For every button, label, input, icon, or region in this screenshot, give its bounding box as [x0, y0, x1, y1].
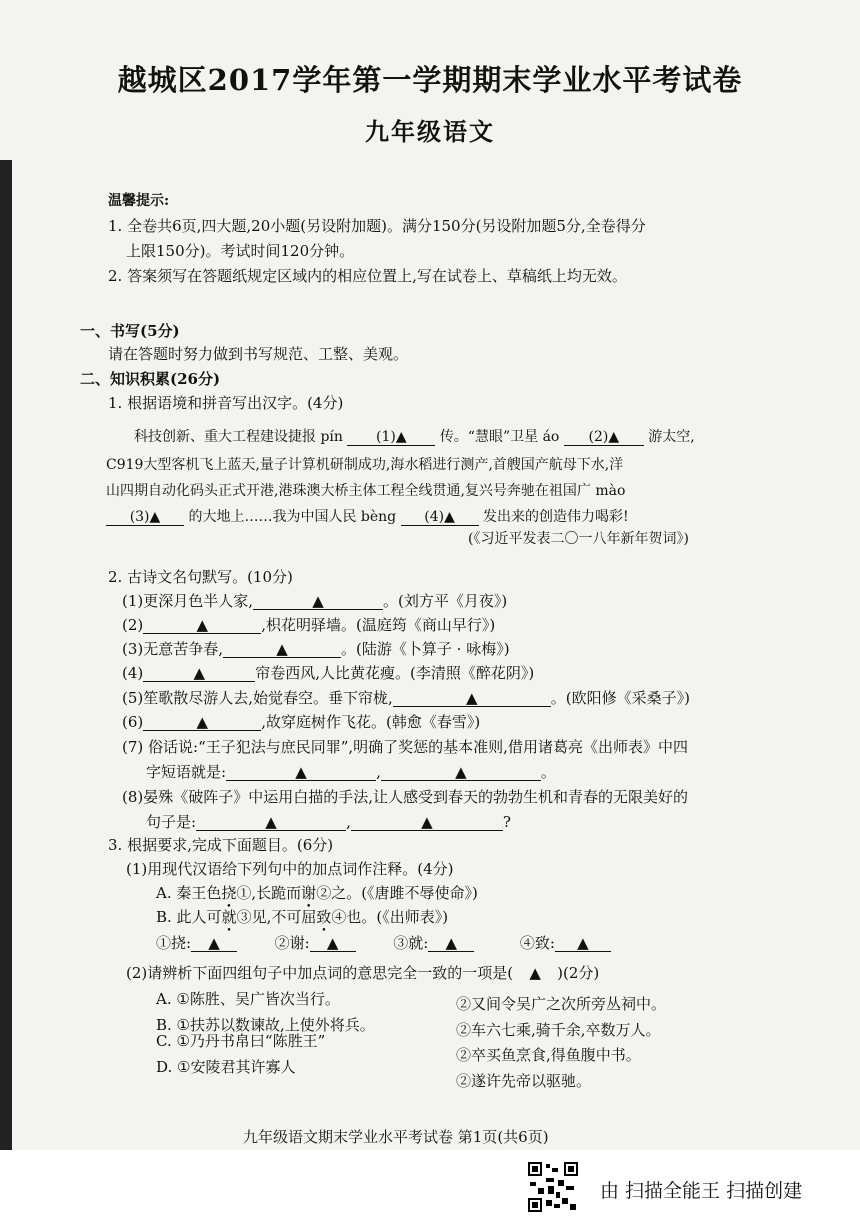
notice-line-3: 2. 答案须写在答题纸规定区域内的相应位置上,写在试卷上、草稿纸上均无效。 — [108, 267, 627, 285]
q3-text: ③就: — [393, 934, 429, 952]
notice-line-2: 上限150分)。考试时间120分钟。 — [126, 242, 355, 260]
dotted-word: 致 — [316, 908, 332, 926]
dotted-word: 谢 — [301, 884, 317, 902]
q3-blank-3[interactable]: ▲ — [428, 935, 474, 952]
q2-blank-7a[interactable]: ▲ — [226, 764, 376, 781]
q2-text: (5)笙歌散尽游人去,始觉春空。垂下帘栊, — [122, 689, 393, 707]
q2-item-5 — [122, 687, 690, 708]
q2-blank-2[interactable]: ▲ — [143, 617, 261, 634]
q2-text: , — [376, 763, 381, 781]
q3-text: ①,长跪而 — [236, 884, 302, 902]
q2-text: ,故穿庭树作飞花。(韩愈《春雪》) — [261, 713, 481, 731]
q1-line-1 — [134, 426, 695, 446]
q3-blank-1[interactable]: ▲ — [191, 935, 237, 952]
notice-heading: 温馨提示: — [108, 193, 170, 209]
exam-title: 越城区2017学年第一学期期末学业水平考试卷 — [117, 63, 743, 97]
q1-line-4 — [106, 506, 629, 526]
dotted-word: 就 — [221, 908, 237, 926]
q2-item-4 — [122, 662, 534, 683]
q1-line-2: C919大型客机飞上蓝天,量子计算机研制成功,海水稻进行测产,首艘国产航母下水,洋 — [106, 457, 624, 473]
q3-text: ④致: — [519, 934, 555, 952]
q1-text: 的大地上……我为中国人民 bèng — [188, 509, 397, 525]
q1-text: 科技创新、重大工程建设捷报 pín — [134, 429, 343, 445]
q2-text: 帘卷西风,人比黄花瘦。(李清照《醉花阴》) — [255, 664, 535, 682]
qr-code-icon — [528, 1162, 578, 1212]
q1-blank-3[interactable]: (3)▲ — [106, 509, 184, 526]
q1-text: 传。“慧眼”卫星 áo — [439, 429, 560, 445]
q3-option-c-1: C. ①乃丹书帛曰“陈胜王” — [156, 1032, 326, 1050]
scan-edge-shadow — [0, 160, 12, 1150]
q1-source: (《习近平发表二〇一八年新年贺词》) — [468, 531, 689, 547]
q2-text: 。(刘方平《月夜》) — [383, 592, 508, 610]
q3-text: (2)请辨析下面四组句子中加点词的意思完全一致的一项是( — [126, 964, 514, 982]
q3-option-c-2: ②卒买鱼烹食,得鱼腹中书。 — [456, 1046, 641, 1064]
q2-prompt: 2. 古诗文名句默写。(10分) — [108, 568, 293, 586]
q3-option-a-2: ②又间令吴广之次所旁丛祠中。 — [456, 995, 667, 1013]
q2-text: (6) — [122, 713, 144, 731]
q2-text: (1)更深月色半人家, — [122, 592, 254, 610]
q3-part-1: (1)用现代汉语给下列句中的加点词作注释。(4分) — [126, 860, 454, 878]
q3-text: ②之。(《唐雎不辱使命》) — [316, 884, 478, 902]
q2-blank-6[interactable]: ▲ — [143, 714, 261, 731]
q3-text: ②谢: — [274, 934, 310, 952]
q3-text: A. 秦王色 — [156, 884, 222, 902]
q2-item-7-line-1: (7) 俗话说:“王子犯法与庶民同罪”,明确了奖惩的基本准则,借用诸葛亮《出师表》中四 — [122, 738, 688, 756]
q1-text: 游太空, — [648, 429, 695, 445]
q3-answers — [156, 932, 611, 953]
notice-line-1: 1. 全卷共6页,四大题,20小题(另设附加题)。满分150分(另设附加题5分,全卷得分 — [108, 217, 646, 235]
q3-sentence-b — [156, 906, 448, 927]
q3-option-b-1: B. ①扶苏以数谏故,上使外将兵。 — [156, 1016, 375, 1034]
q2-blank-5[interactable]: ▲ — [393, 690, 551, 707]
q2-blank-8b[interactable]: ▲ — [351, 814, 503, 831]
q2-blank-7b[interactable]: ▲ — [381, 764, 541, 781]
q3-blank-4[interactable]: ▲ — [555, 935, 611, 952]
q3-prompt: 3. 根据要求,完成下面题目。(6分) — [108, 836, 334, 854]
q1-blank-4[interactable]: (4)▲ — [401, 509, 479, 526]
q2-text: 。 — [540, 763, 556, 781]
q1-text: 发出来的创造伟力喝彩! — [483, 509, 629, 525]
q3-text: B. 此人可 — [156, 908, 222, 926]
q3-text: ①挠: — [156, 934, 192, 952]
exam-subtitle: 九年级语文 — [365, 117, 495, 146]
q3-option-d-1: D. ①安陵君其许寡人 — [156, 1058, 296, 1076]
q2-item-3 — [122, 638, 510, 659]
q2-item-8-line-2 — [146, 811, 511, 832]
q1-blank-1[interactable]: (1)▲ — [347, 429, 435, 446]
q3-text: ④也。(《出师表》) — [331, 908, 449, 926]
q2-text: (4) — [122, 664, 144, 682]
q2-blank-3[interactable]: ▲ — [223, 641, 341, 658]
q2-item-2 — [122, 614, 495, 635]
section1-text: 请在答题时努力做到书写规范、工整、美观。 — [108, 345, 409, 363]
q3-text: ③见,不可屈 — [236, 908, 317, 926]
q2-item-1 — [122, 590, 507, 611]
q2-blank-4[interactable]: ▲ — [143, 665, 255, 682]
q3-blank-2[interactable]: ▲ — [310, 935, 356, 952]
q2-text: 字短语就是: — [146, 763, 227, 781]
q3-sentence-a — [156, 882, 478, 903]
q2-text: 。(欧阳修《采桑子》) — [550, 689, 691, 707]
q3-option-b-2: ②车六七乘,骑千余,卒数万人。 — [456, 1021, 661, 1039]
q2-item-8-line-1: (8)晏殊《破阵子》中运用白描的手法,让人感受到春天的勃勃生机和青春的无限美好的 — [122, 788, 689, 806]
q2-text: (3)无意苦争春, — [122, 640, 224, 658]
q2-item-6 — [122, 711, 480, 732]
q2-text: ,枳花明驿墙。(温庭筠《商山早行》) — [261, 616, 496, 634]
q3-part-2 — [126, 962, 599, 983]
q2-item-7-line-2 — [146, 761, 556, 782]
q3-option-d-2: ②遂许先帝以驱驰。 — [456, 1072, 592, 1090]
section1-heading: 一、书写(5分) — [80, 322, 180, 340]
q1-prompt: 1. 根据语境和拼音写出汉字。(4分) — [108, 394, 344, 412]
q2-text: 句子是: — [146, 813, 197, 831]
scanner-watermark: 由 扫描全能王 扫描创建 — [600, 1180, 803, 1202]
q2-text: 。(陆游《卜算子 · 咏梅》) — [341, 640, 510, 658]
page-footer: 九年级语文期末学业水平考试卷 第1页(共6页) — [243, 1128, 549, 1146]
q1-line-3: 山四期自动化码头正式开港,港珠澳大桥主体工程全线贯通,复兴号奔驰在祖国广 mào — [106, 483, 626, 499]
q2-text: , — [346, 813, 351, 831]
dotted-word: 挠 — [221, 884, 237, 902]
q3-text: )(2分) — [557, 964, 600, 982]
q3-choice-blank[interactable]: ▲ — [529, 964, 541, 982]
q2-blank-1[interactable]: ▲ — [253, 593, 383, 610]
q3-option-a-1: A. ①陈胜、吴广皆次当行。 — [156, 990, 340, 1008]
q2-blank-8a[interactable]: ▲ — [196, 814, 346, 831]
q1-blank-2[interactable]: (2)▲ — [564, 429, 644, 446]
section2-heading: 二、知识积累(26分) — [80, 370, 221, 388]
q2-text: (2) — [122, 616, 144, 634]
q2-text: ? — [502, 813, 511, 831]
